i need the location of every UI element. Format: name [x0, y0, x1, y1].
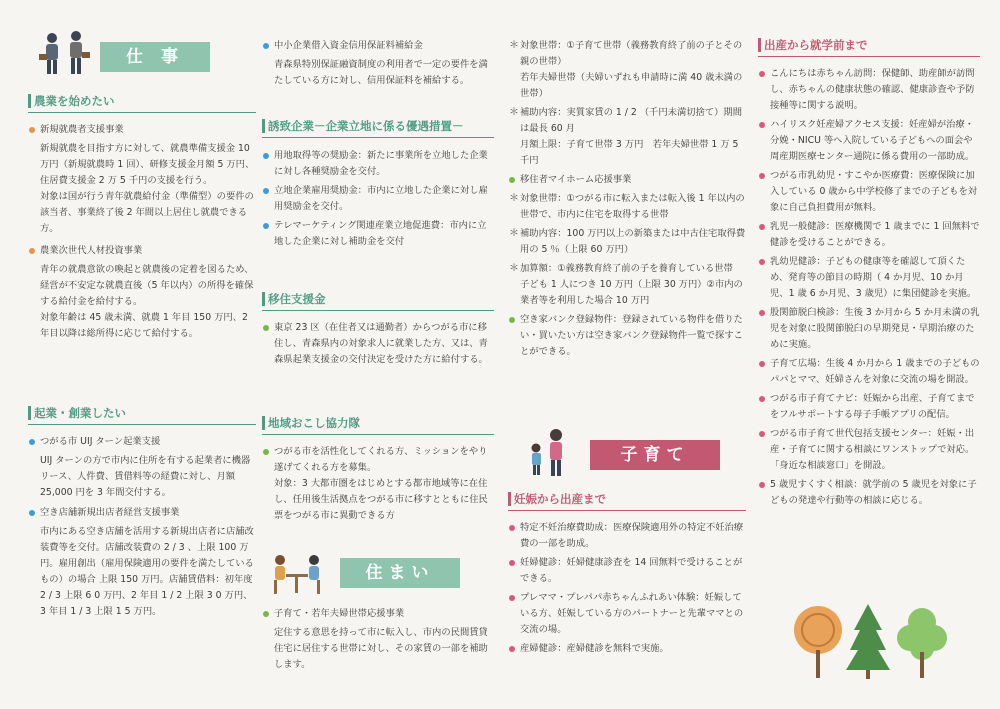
list-item: プレママ・プレパパ赤ちゃんふれあい体験：妊娠している方、妊娠している方のパートナーと先輩ママとの交流の場。	[508, 590, 746, 638]
bullet-icon	[509, 525, 515, 531]
bullet-icon	[509, 595, 515, 601]
list-item: 乳幼児健診：子どもの健康等を確認して頂くため、発育等の節目の時期（ 4 か月児、10 か月児、1 歳 6 か月児、3 歳児）に集団健診を実施。	[758, 254, 980, 302]
chiiki-list	[262, 444, 494, 527]
sumai-details	[508, 38, 746, 363]
bullet-icon	[263, 325, 269, 331]
bullet-icon	[509, 560, 515, 566]
bullet-icon	[759, 482, 765, 488]
bullet-icon	[759, 310, 765, 316]
list-item: 中小企業借入資金信用保証料補給金 青森県特別保証融資制度の利用者で一定の要件を満たしている方に対し、信用保証料を補給する。	[262, 38, 494, 89]
list-item: ＊ 補助内容：実質家賃の 1 / 2 （千円未満切捨て）期間は最長 60 月 月額上限：子育て世帯 3 万円 若年夫婦世帯 1 万 5 千円	[509, 107, 743, 166]
people-at-table-icon	[268, 550, 328, 596]
list-item: 乳児一般健診：医療機関で 1 歳までに 1 回無料で健診を受けることができる。	[758, 219, 980, 251]
column-3	[508, 0, 746, 709]
column-4	[758, 0, 980, 709]
column-2	[262, 0, 494, 709]
sumai-list	[262, 606, 494, 676]
bullet-icon	[759, 431, 765, 437]
bullet-icon	[759, 361, 765, 367]
list-item: つがる市子育て世代包括支援センター：妊娠・出産・子育てに関する相談にワンストップで対応。「身近な相談窓口」を開設。	[758, 426, 980, 474]
list-item: ＊ 補助内容：100 万円以上の新築または中古住宅取得費用の 5 ％（上限 60 万円）	[509, 228, 746, 255]
list-item: 農業次世代人材投資事業 青年の就農意欲の喚起と就農後の定着を図るため、経営が不安定な就農直後（5 年以内）の所得を確保する給付金を給付する。 対象年齢は 45 歳未満、就農 1 年目 150 万円、2 年目以降は総所得に応じて給付する。	[28, 243, 256, 342]
trees-illustration-icon	[788, 600, 958, 680]
bullet-icon	[759, 173, 765, 179]
sumai-banner: 住まい	[340, 558, 460, 588]
list-item: 股関節脱臼検診：生後 3 か月から 5 か月未満の乳児を対象に股関節脱臼の早期発見・早期治療のために実施。	[758, 305, 980, 353]
list-item: つがる市子育てナビ：妊娠から出産、子育てまでをフルサポートする母子手帳アプリの配信。	[758, 391, 980, 423]
list-item: つがる市 UIJ ターン起業支援 UIJ ターンの方で市内に住所を有する起業者に機器リース、人件費、賃借料等の経費に対し、月額 25,000 円を 3 年間交付する。	[28, 434, 256, 501]
list-item: 移住者マイホーム応援事業	[508, 172, 746, 188]
yuchi-list	[262, 148, 494, 253]
bullet-icon	[263, 153, 269, 159]
list-item: つがる市を活性化してくれる方、ミッションをやり遂げてくれる方を募集。 対象：3 大都市圏をはじめとする都市地域等に在住し、任用後生活拠点をつがる市に移すとともに住民票をつがる市に異動できる方	[262, 444, 494, 524]
bullet-icon	[263, 188, 269, 194]
bullet-icon	[759, 259, 765, 265]
bullet-icon	[29, 127, 35, 133]
list-item: ＊ 対象世帯：①子育て世帯（義務教育終了前の子とその親の世帯） 若年夫婦世帯（夫婦いずれも申請時に満 40 歳未満の世帯）	[509, 40, 743, 99]
list-item: ＊ 加算額：①義務教育終了前の子を養育している世帯 子ども 1 人につき 10 万円（上限 30 万円）②市内の業者等を利用した場合 10 万円	[509, 263, 743, 306]
bullet-icon	[263, 449, 269, 455]
list-item: ＊ 対象世帯：①つがる市に転入または転入後 1 年以内の世帯で、市内に住宅を取得する世帯	[509, 193, 745, 220]
bullet-icon	[29, 510, 35, 516]
list-item: 空き店舗新規出店者経営支援事業 市内にある空き店舗を活用する新規出店者に店舗改装費等を交付。店舗改装費の 2 / 3 、上限 100 万円。雇用創出（雇用保険適用の要件を満たしているもの）の場合 上限 150 万円。店舗賃借料：初年度 2 / 3 上限 6 0 万円、2 年目 1 / 2 上限 3 0 万円、3 年目 1 / 3 上限 1 5 万円。	[28, 505, 256, 620]
kosodate-banner: 子育て	[590, 440, 720, 470]
list-item: 用地取得等の奨励金：新たに事業所を立地した企業に対し各種奨励金を交付。	[262, 148, 494, 180]
nogyo-heading: 農業を始めたい	[28, 92, 256, 113]
list-item: 産婦健診：産婦健診を無料で実施。	[508, 641, 746, 657]
list-item: 5 歳児すくすく相談：就学前の 5 歳児を対象に子どもの発達や行動等の相談に応じる。	[758, 477, 980, 509]
kigyo-list	[28, 434, 256, 623]
shugaku-heading: 出産から就学前まで	[758, 36, 980, 57]
chiiki-heading: 地域おこし協力隊	[262, 414, 494, 435]
list-item: 子育て・若年夫婦世帯応援事業 定住する意思を持って市に転入し、市内の民間賃貸住宅に居住する世帯に対し、その家賃の一部を補助します。	[262, 606, 494, 673]
shugaku-list	[758, 66, 980, 512]
bullet-icon	[29, 439, 35, 445]
list-item: テレマーケティング関連産業立地促進費：市内に立地した企業に対し補助金を交付	[262, 218, 494, 250]
list-item: 子育て広場：生後 4 か月から 1 歳までの子どものパパとママ、妊婦さんを対象に交流の場を開設。	[758, 356, 980, 388]
bullet-icon	[759, 396, 765, 402]
list-item: 妊婦健診：妊婦健康診査を 14 回無料で受けることができる。	[508, 555, 746, 587]
ninshin-list	[508, 520, 746, 660]
ninshin-heading: 妊娠から出産まで	[508, 490, 746, 511]
hosho-block	[262, 38, 494, 92]
business-people-icon	[36, 30, 96, 78]
bullet-icon	[759, 71, 765, 77]
parent-child-icon	[522, 428, 576, 478]
bullet-icon	[263, 43, 269, 49]
yuchi-heading: 誘致企業－企業立地に係る優遇措置－	[262, 117, 494, 138]
iju-list	[262, 320, 494, 371]
list-item: 立地企業雇用奨励金：市内に立地した企業に対し雇用奨励金を交付。	[262, 183, 494, 215]
list-item: 空き家バンク登録物件：登録されている物件を借りたい・買いたい方は空き家バンク登録物件一覧で探すことができる。	[508, 312, 746, 360]
bullet-icon	[263, 611, 269, 617]
bullet-icon	[263, 223, 269, 229]
bullet-icon	[759, 122, 765, 128]
bullet-icon	[509, 317, 515, 323]
list-item: 東京 23 区（在住者又は通勤者）からつがる市に移住し、青森県内の対象求人に就業した方、又は、青森県起業支援金の交付決定を受けた方に給付する。	[262, 320, 494, 368]
list-item: 新規就農者支援事業 新規就農を目指す方に対して、就農準備支援金 10 万円（新規就農時 1 回）、研修支援金月額 5 万円、住居費支援金 2 万 5 千円の支援を行う。 対象は国が行う青年就農給付金（準備型）の要件の該当者、事業終了後 2 年間以上居住し就農できる方。	[28, 122, 256, 237]
list-item: 特定不妊治療費助成：医療保険適用外の特定不妊治療費の一部を助成。	[508, 520, 746, 552]
iju-heading: 移住支援金	[262, 290, 494, 311]
column-1	[28, 0, 256, 709]
bullet-icon	[509, 177, 515, 183]
nogyo-list	[28, 122, 256, 345]
kigyo-heading: 起業・創業したい	[28, 404, 256, 425]
bullet-icon	[509, 646, 515, 652]
bullet-icon	[29, 248, 35, 254]
list-item: こんにちは赤ちゃん訪問：保健師、助産師が訪問し、赤ちゃんの健康状態の確認、健康診査や予防接種等に関する説明。	[758, 66, 980, 114]
list-item: つがる市乳幼児・すこやか医療費：医療保険に加入している 0 歳から中学校修了までの子どもを対象に自己負担費用が無料。	[758, 168, 980, 216]
bullet-icon	[759, 224, 765, 230]
shigoto-banner: 仕 事	[100, 42, 210, 72]
list-item: ハイリスク妊産婦アクセス支援：妊産婦が治療・分娩・NICU 等へ入院している子どもへの面会や周産期医療センター通院に係る費用の一部助成。	[758, 117, 980, 165]
